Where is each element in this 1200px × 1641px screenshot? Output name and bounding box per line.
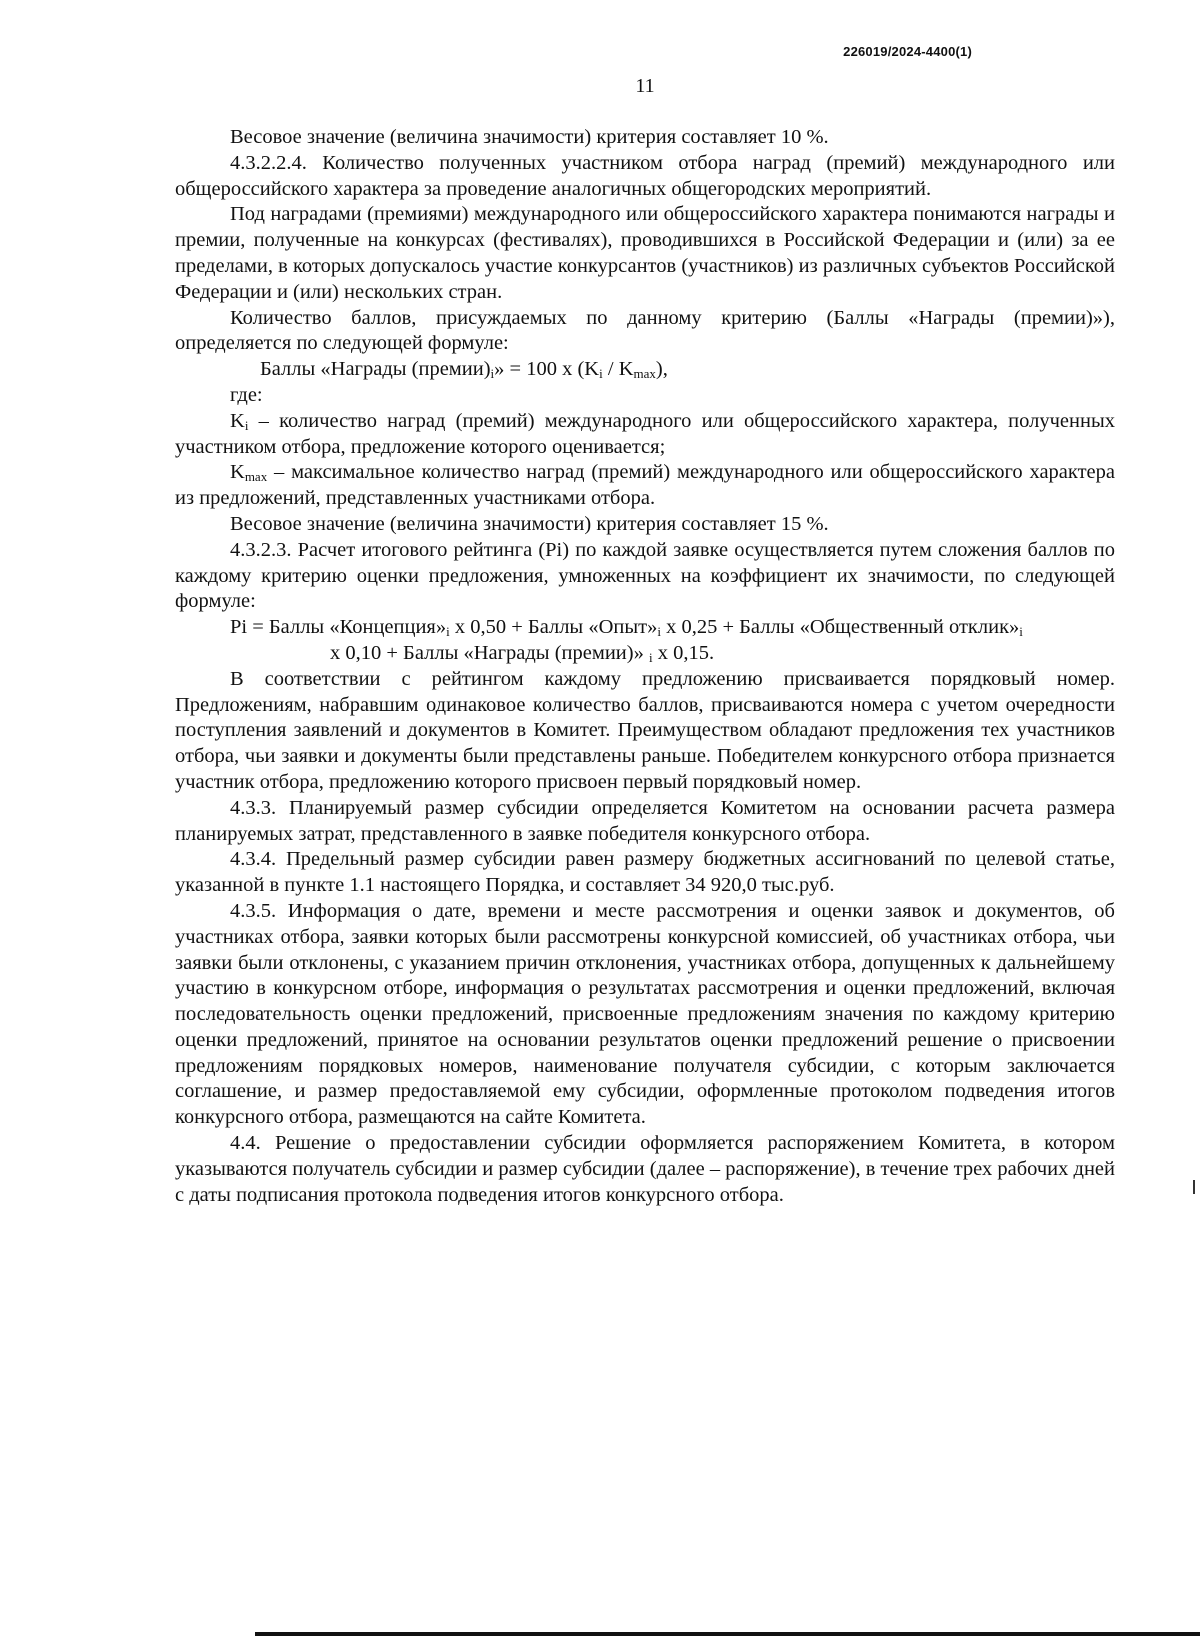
formula-rating-experience: х 0,50 + Баллы «Опыт» (449, 616, 658, 639)
symbol-k: K (230, 409, 245, 432)
paragraph-4-3-2-3: 4.3.2.3. Расчет итогового рейтинга (Pi) по каждой заявке осуществляется путем сложения баллов по каждому критерию оценки предложения, умноженных на коэффициент их значимости, по следующей формуле: (175, 538, 1115, 613)
paragraph-weight-15: Весовое значение (величина значимости) критерия составляет 15 %. (230, 512, 829, 535)
scan-bottom-edge (255, 1632, 1200, 1636)
definition-ki-text: – количество наград (премий) международного или общероссийского характера, полученных участником отбора, предложение которого оценивается; (175, 409, 1115, 458)
symbol-i-sub: i (244, 417, 249, 433)
formula-awards-mid: » = 100 х (K (494, 358, 600, 381)
paragraph-4-3-4: 4.3.4. Предельный размер субсидии равен размеру бюджетных ассигнований по целевой статье, указанной в пункте 1.1 настоящего Порядка, и составляет 34 920,0 тыс.руб. (175, 848, 1115, 897)
paragraph-4-3-5: 4.3.5. Информация о дате, времени и месте рассмотрения и оценки заявок и документов, об участниках отбора, заявки которых были рассмотрены конкурсной комиссией, об участниках отбора, чьи заявки были отклонены, с указанием причин отклонения, участниках отбора, допущенных к дальнейшему участию в конкурсном отборе, информация о результатах рассмотрения и оценки предложений, включая последовательность оценки предложений, присвоенные предложениям значения по каждому критерию оценки предложений, принятое на основании результатов оценки предложений решение о присвоении предложениям порядковых номеров, наименование получателя субсидии, с которым заключается соглашение, и размер предоставляемой ему субсидии, оформленные протоколом подведения итогов конкурсного отбора, размещаются на сайте Комитета. (175, 899, 1115, 1129)
formula-awards-lhs: Баллы «Награды (премии) (260, 358, 491, 381)
formula-rating-concept-sub: i (446, 624, 450, 640)
document-body (175, 125, 1115, 1208)
formula-rating-awards-sub: i (648, 649, 653, 665)
formula-rating-concept: Pi = Баллы «Концепция» (230, 616, 447, 639)
definition-ki (175, 409, 1115, 461)
paragraph-4-4: 4.4. Решение о предоставлении субсидии оформляется распоряжением Комитета, в котором указываются получатель субсидии и размер субсидии (далее – распоряжение), в течение трех рабочих дней с даты подписания протокола подведения итогов конкурсного отбора. (175, 1132, 1115, 1206)
symbol-max-sub: max (244, 469, 268, 485)
formula-rating-end: х 0,15. (652, 641, 715, 664)
formula-rating-public-sub: i (1019, 624, 1023, 640)
definition-kmax-text: – максимальное количество наград (премий) международного или общероссийского характера из предложений, представленных участниками отбора. (175, 461, 1115, 510)
formula-rating-experience-sub: i (657, 624, 661, 640)
paragraph-awards-score: Количество баллов, присуждаемых по данному критерию (Баллы «Награды (премии)»), определяется по следующей формуле: (175, 306, 1115, 355)
formula-rating-awards: х 0,10 + Баллы «Награды (премии)» (330, 641, 649, 664)
paragraph-ranking: В соответствии с рейтингом каждому предложению присваивается порядковый номер. Предложениям, набравшим одинаковое количество баллов, присваиваются номера с учетом очередности поступления заявлений и документов в Комитет. Преимуществом обладают предложения тех участников отбора, чьи заявки и документы были представлены раньше. Победителем конкурсного отбора признается участник отбора, предложению которого присвоен первый порядковый номер. (175, 667, 1115, 793)
formula-rating-line-1 (175, 615, 1115, 641)
formula-awards-ki-sub: i (599, 366, 603, 382)
formula-rating-line-2 (175, 641, 1115, 667)
formula-rating-public: х 0,25 + Баллы «Общественный отклик» (660, 616, 1020, 639)
paragraph-weight-10: Весовое значение (величина значимости) критерия составляет 10 %. (230, 126, 829, 148)
paragraph-awards-definition: Под наградами (премиями) международного или общероссийского характера понимаются награды и премии, полученные на конкурсах (фестивалях), проводившихся в Российской Федерации и (или) за ее пределами, в которых допускалось участие конкурсантов (участников) из различных субъектов Российской Федерации и (или) нескольких стран. (175, 203, 1115, 303)
definition-kmax (175, 460, 1115, 512)
page-number: 11 (635, 75, 655, 97)
symbol-k: K (230, 461, 245, 484)
paragraph-4-3-3: 4.3.3. Планируемый размер субсидии определяется Комитетом на основании расчета размера планируемых затрат, представленного в заявке победителя конкурсного отбора. (175, 796, 1115, 845)
where-label: где: (230, 383, 263, 406)
formula-awards-div: / K (602, 358, 634, 381)
formula-awards (175, 357, 1115, 383)
scan-edge-mark (1193, 1180, 1195, 1194)
document-number: 226019/2024-4400(1) (843, 44, 972, 59)
formula-awards-lhs-sub: i (490, 366, 495, 382)
formula-awards-max-sub: max (633, 366, 656, 382)
paragraph-4-3-2-2-4: 4.3.2.2.4. Количество полученных участником отбора наград (премий) международного или общероссийского характера за проведение аналогичных общегородских мероприятий. (175, 151, 1115, 200)
formula-awards-end: ), (655, 358, 668, 381)
